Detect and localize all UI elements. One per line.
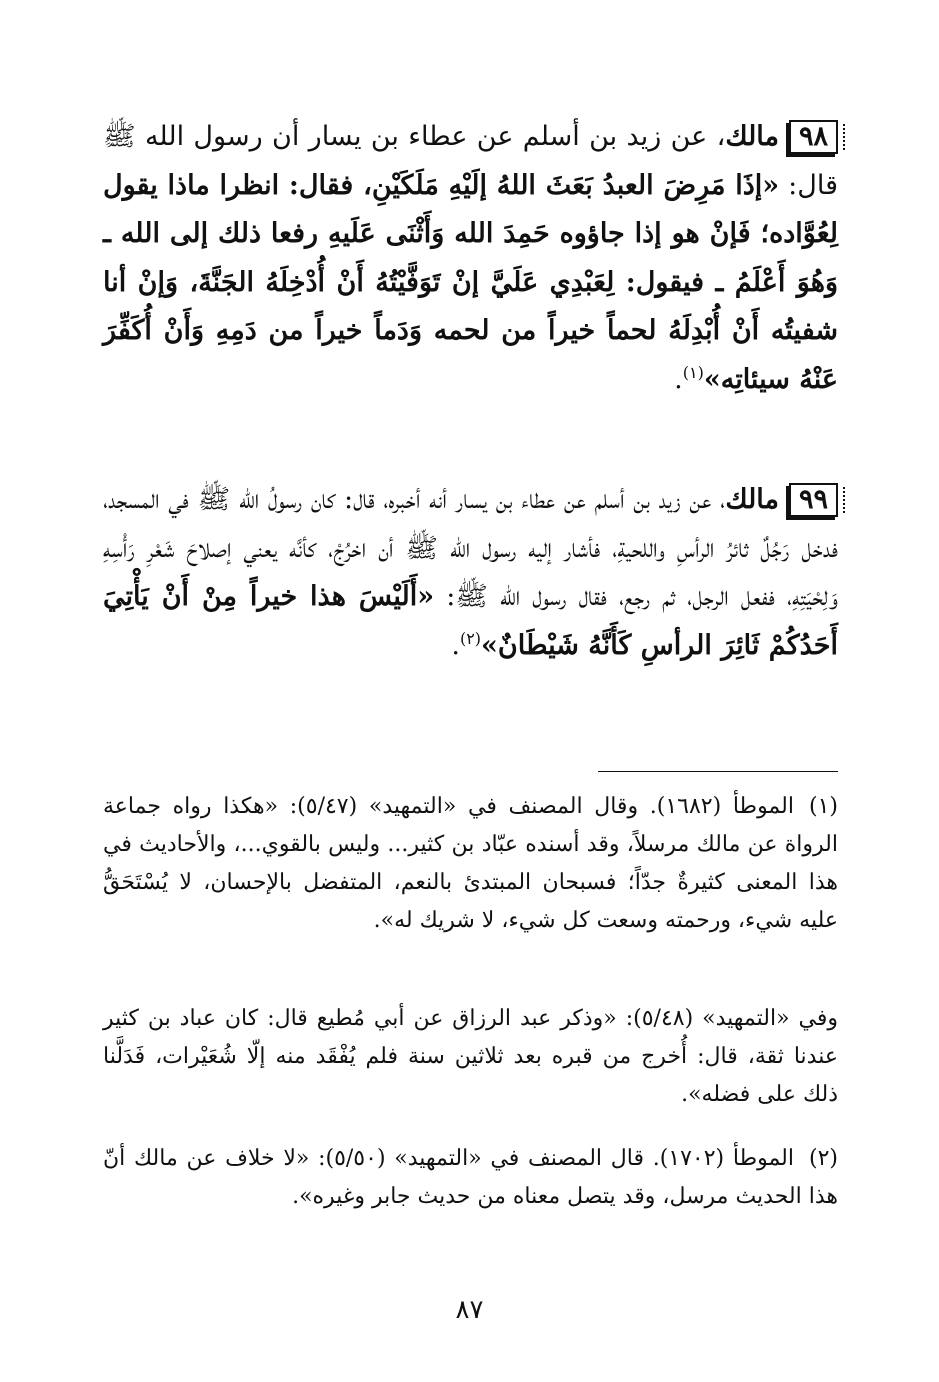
hadith-entry-98: [103, 113, 838, 404]
hadith-text: «إذَا مَرِضَ العبدُ بَعَثَ اللهُ إلَيْهِ مَلَكَيْنِ، فقال: انظرا ماذا يقول لِعُوَّاده؛ فَإنْ هو إذا جاؤوه حَمِدَ الله وَأَثْنَى عَلَيهِ رفعا ذلك إلى الله ـ وَهُوَ أَعْلَمُ ـ فيقول: لِعَبْدِي عَلَيَّ إنْ تَوَفَّيْتُهُ أَنْ أُدْخِلَهُ الجَنَّةَ، وَإنْ أنا شفيتُه أَنْ أُبْدِلَهُ لحماً خيراً من لحمه وَدَماً خيراً من دَمِهِ وَأَنْ أُكَفِّرَ عَنْهُ سيئاتِه»: [103, 169, 838, 395]
footnote-ref[interactable]: (١): [682, 362, 704, 382]
page-number: ٨٧: [455, 1295, 484, 1325]
footnote-text: الموطأ (١٧٠٢). قال المصنف في «التمهيد» (٥/٥٠): «لا خلاف عن مالك أنّ هذا الحديث مرسل، وقد يتصل معناه من حديث جابر وغيره».: [103, 1146, 838, 1209]
narrator-name: مالك: [725, 484, 779, 515]
footnote-separator: [598, 771, 838, 772]
entry-end: .: [674, 363, 683, 395]
entry-end: .: [451, 629, 460, 661]
footnote-1: [103, 788, 838, 940]
footnote-number: (١): [808, 794, 838, 819]
hadith-text: «أَلَيْسَ هذا خيراً مِنْ أَنْ يَأْتِيَ أَحَدُكُمْ ثَائِرَ الرأسِ كَأَنَّهُ شَيْطَانٌ»: [103, 581, 838, 661]
footnote-number: (٢): [808, 1146, 838, 1171]
footnote-2: [103, 1140, 838, 1216]
isnad-text: ، عن زيد بن أسلم عن عطاء بن يسار أن رسول الله ﷺ قال:: [103, 121, 839, 201]
footnote-1-continuation: [103, 1000, 838, 1114]
hadith-number-badge: ٩٩: [789, 483, 838, 517]
footnote-text: الموطأ (١٦٨٢). وقال المصنف في «التمهيد» (٥/٤٧): «هكذا رواه جماعة الرواة عن مالك مرسلاً، وقد أسنده عبّاد بن كثير... وليس بالقوي...، والأحاديث في هذا المعنى كثيرةٌ جدّاً؛ فسبحان المبتدئ بالنعم، المتفضل بالإحسان، لا يُسْتَحَقُّ عليه شيء، ورحمته وسعت كل شيء، لا شريك له».: [103, 794, 838, 933]
isnad-text: ، عن زيد بن أسلم عن عطاء بن يسار أنه أخبره، قال: كان رسولُ الله ﷺ في المسجد، فدخل رَجُلٌ ثائرُ الرأسِ واللحيةِ، فأشار إليه رسول الله ﷺ أن اخرُجْ، كأنَّه يعني إصلاحَ شَعْرِ رَأْسِهِ وَلِحْيَتِهِ، ففعل الرجل، ثم رجع، فقال رسول الله ﷺ:: [103, 484, 838, 612]
hadith-number-badge: ٩٨: [789, 120, 838, 154]
narrator-name: مالك: [725, 121, 779, 152]
footnote-ref[interactable]: (٢): [459, 628, 482, 648]
hadith-entry-99: [103, 476, 838, 670]
footnote-text: وفي «التمهيد» (٥/٤٨): «وذكر عبد الرزاق عن أبي مُطيع قال: كان عباد بن كثير عندنا ثقة، قال: أُخرج من قبره بعد ثلاثين سنة فلم يُفْقَد منه إلّا شُعَيْرات، فَدَلَّنا ذلك على فضله».: [103, 1006, 838, 1107]
